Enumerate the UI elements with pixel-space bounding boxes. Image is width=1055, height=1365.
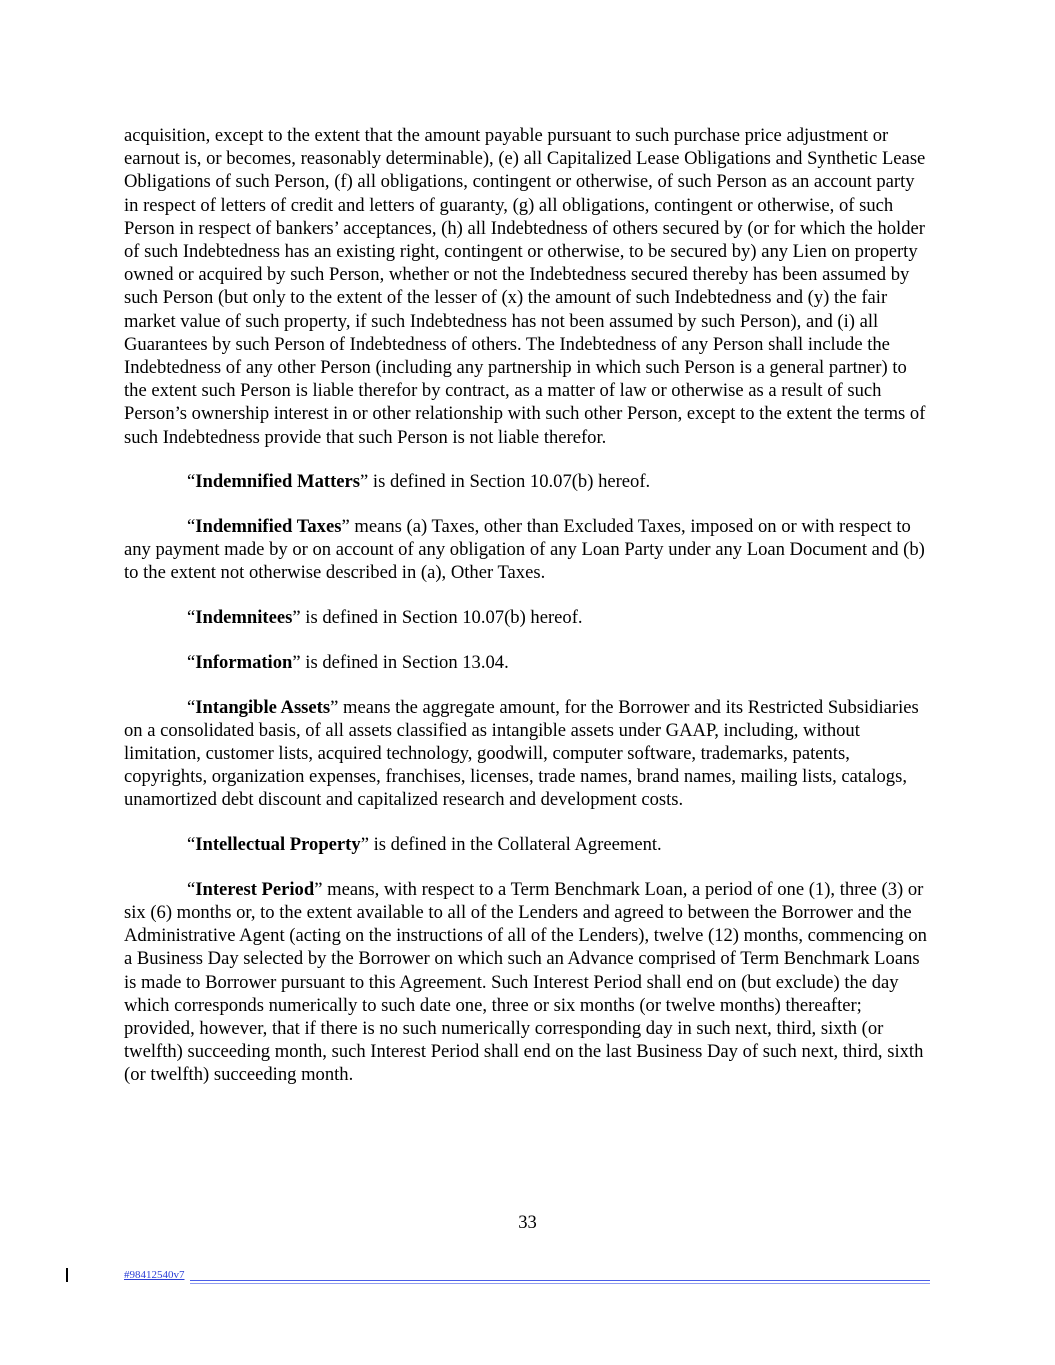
- definition-indemnitees: “Indemnitees” is defined in Section 10.07(b) hereof.: [187, 607, 583, 629]
- definition-text: ” is defined in Section 10.07(b) hereof.: [292, 607, 583, 629]
- definition-text: ” means (a) Taxes, other than Excluded Taxes, imposed on or with respect to any payment made by or on account of any obligation of any Loan Party under any Loan Document and (b) to the extent not otherwise described in (a), Other Taxes.: [124, 516, 925, 584]
- definition-text: ” means, with respect to a Term Benchmark Loan, a period of one (1), three (3) or six (6) months or, to the extent available to all of the Lenders and agreed to between the Borrower and the Administrative Agent (acting on the instructions of all of the Lenders), twelve (12) months, commencing on a Business Day selected by the Borrower on which such an Advance comprised of Term Benchmark Loans is made to Borrower pursuant to this Agreement. Such Interest Period shall end on (but exclude) the day which corresponds numerically to such date one, three or six months (or twelve months) thereafter; provided, however, that if there is no such numerically corresponding day in such next, third, sixth (or twelfth) succeeding month, such Interest Period shall end on the last Business Day of such next, third, sixth (or twelfth) succeeding month.: [124, 878, 927, 1086]
- defined-term: Information: [195, 651, 293, 673]
- defined-term: Intangible Assets: [195, 696, 331, 718]
- defined-term: Intellectual Property: [195, 834, 361, 856]
- definition-information: “Information” is defined in Section 13.04.: [187, 651, 509, 673]
- defined-term: Interest Period: [195, 878, 315, 900]
- continuation-paragraph: acquisition, except to the extent that the amount payable pursuant to such purchase price adjustment or earnout is, or becomes, reasonably determinable), (e) all Capitalized Lease Obligations and Synthetic Lease Obligations of such Person, (f) all obligations, contingent or otherwise, of such Person as an account party in respect of letters of credit and letters of guaranty, (g) all obligations, contingent or otherwise, of such Person in respect of bankers’ acceptances, (h) all Indebtedness of others secured by (or for which the holder of such Indebtedness has an existing right, contingent or otherwise, to be secured by) any Lien on property owned or acquired by such Person, whether or not the Indebtedness secured thereby has been assumed by such Person (but only to the extent of the lesser of (x) the amount of such Indebtedness and (y) the fair market value of such property, if such Indebtedness has not been assumed by such Person), and (i) all Guarantees by such Person of Indebtedness of others. The Indebtedness of any Person shall include the Indebtedness of any other Person (including any partnership in which such Person is a general partner) to the extent such Person is liable therefor by contract, as a matter of law or otherwise as a result of such Person’s ownership interest in or other relationship with such other Person, except to the extent the terms of such Indebtedness provide that such Person is not liable therefor.: [124, 125, 926, 448]
- page-number: 33: [518, 1212, 537, 1233]
- definition-intellectual-property: “Intellectual Property” is defined in the Collateral Agreement.: [187, 834, 662, 856]
- revision-bar: [66, 1268, 68, 1282]
- document-body: [124, 124, 932, 1108]
- footer-rule-secondary: [190, 1283, 930, 1284]
- definition-indemnified-matters: “Indemnified Matters” is defined in Section 10.07(b) hereof.: [187, 471, 651, 493]
- definition-intangible-assets: “Intangible Assets” means the aggregate amount, for the Borrower and its Restricted Subsidiaries on a consolidated basis, of all assets classified as intangible assets under GAAP, including, without limitation, customer lists, acquired technology, goodwill, computer software, trademarks, patents, copyrights, organization expenses, franchises, licenses, trade names, brand names, mailing lists, catalogs, unamortized debt discount and capitalized research and development costs.: [124, 696, 919, 811]
- defined-term: Indemnitees: [195, 607, 293, 629]
- definition-text: ” is defined in the Collateral Agreement.: [360, 834, 662, 856]
- definition-text: ” is defined in Section 10.07(b) hereof.: [360, 471, 651, 493]
- defined-term: Indemnified Matters: [195, 471, 361, 493]
- document-id: #98412540v7: [124, 1269, 185, 1281]
- defined-term: Indemnified Taxes: [195, 516, 342, 538]
- definition-text: ” means the aggregate amount, for the Borrower and its Restricted Subsidiaries on a consolidated basis, of all assets classified as intangible assets under GAAP, including, without limitation, customer lists, acquired technology, goodwill, computer software, trademarks, patents, copyrights, organization expenses, franchises, licenses, trade names, brand names, mailing lists, catalogs, unamortized debt discount and capitalized research and development costs.: [124, 696, 919, 811]
- footer-rule: [190, 1280, 930, 1281]
- definition-text: ” is defined in Section 13.04.: [292, 651, 509, 673]
- definition-interest-period: “Interest Period” means, with respect to a Term Benchmark Loan, a period of one (1), three (3) or six (6) months or, to the extent available to all of the Lenders and agreed to between the Borrower and the Administrative Agent (acting on the instructions of all of the Lenders), twelve (12) months, commencing on a Business Day selected by the Borrower on which such an Advance comprised of Term Benchmark Loans is made to Borrower pursuant to this Agreement. Such Interest Period shall end on (but exclude) the day which corresponds numerically to such date one, three or six months (or twelve months) thereafter; provided, however, that if there is no such numerically corresponding day in such next, third, sixth (or twelfth) succeeding month, such Interest Period shall end on the last Business Day of such next, third, sixth (or twelfth) succeeding month.: [124, 878, 927, 1086]
- definition-indemnified-taxes: “Indemnified Taxes” means (a) Taxes, other than Excluded Taxes, imposed on or with respect to any payment made by or on account of any obligation of any Loan Party under any Loan Document and (b) to the extent not otherwise described in (a), Other Taxes.: [124, 516, 925, 584]
